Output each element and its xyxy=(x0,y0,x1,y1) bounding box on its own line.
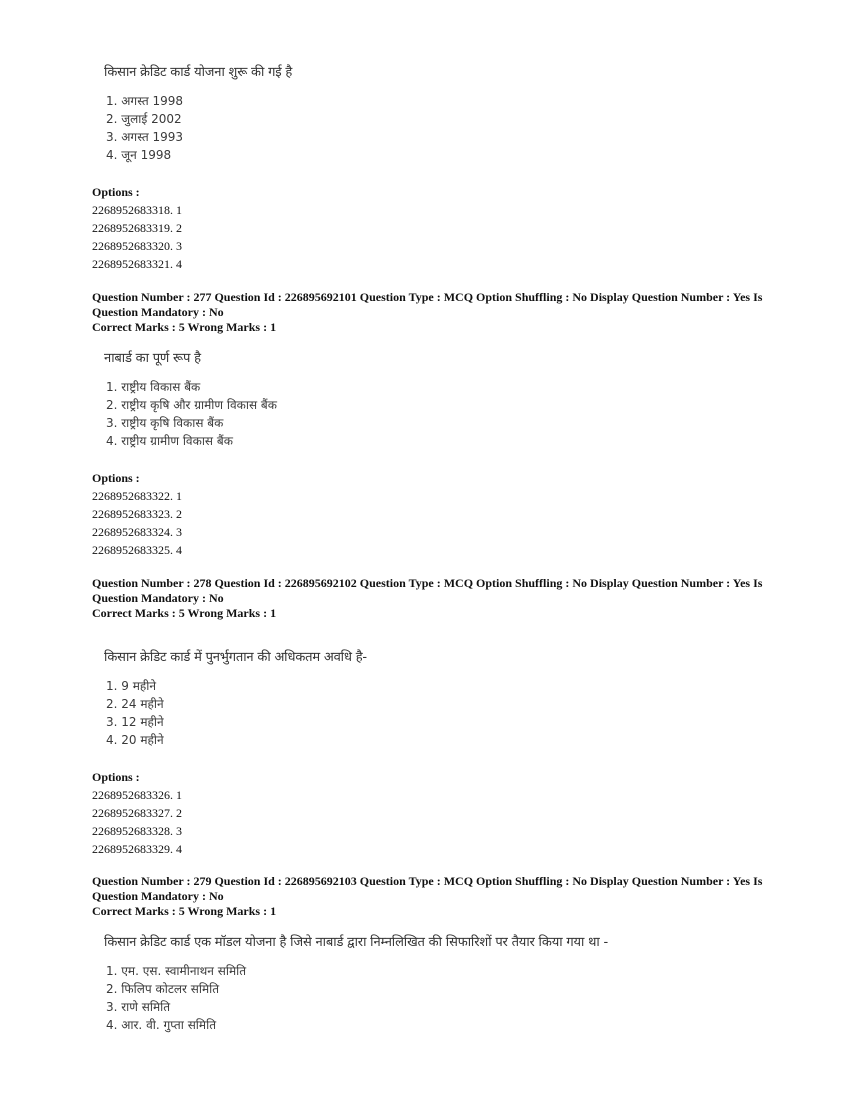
option-id: 2268952683323. 2 xyxy=(92,507,182,521)
answer-choice: 4. 20 महीने xyxy=(106,733,164,747)
option-id: 2268952683326. 1 xyxy=(92,788,182,802)
answer-choice: 3. राष्ट्रीय कृषि विकास बैंक xyxy=(106,416,224,430)
option-id: 2268952683328. 3 xyxy=(92,824,182,838)
answer-choice: 4. आर. वी. गुप्ता समिति xyxy=(106,1018,217,1032)
question-text: किसान क्रेडिट कार्ड में पुनर्भुगतान की अधिकतम अवधि है- xyxy=(104,650,367,665)
answer-choice: 2. 24 महीने xyxy=(106,697,164,711)
question-text: नाबार्ड का पूर्ण रूप है xyxy=(104,351,201,366)
question-meta xyxy=(92,576,772,621)
options-label: Options : xyxy=(92,185,140,199)
question-marks: Correct Marks : 5 Wrong Marks : 1 xyxy=(92,320,277,334)
question-marks: Correct Marks : 5 Wrong Marks : 1 xyxy=(92,606,277,620)
answer-choice: 3. 12 महीने xyxy=(106,715,164,729)
answer-choice: 1. राष्ट्रीय विकास बैंक xyxy=(106,380,201,394)
options-label: Options : xyxy=(92,471,140,485)
question-text: किसान क्रेडिट कार्ड एक मॉडल योजना है जिसे नाबार्ड द्वारा निम्नलिखित की सिफारिशों पर तैयार किया गया था - xyxy=(104,935,608,950)
answer-choice: 2. फिलिप कोटलर समिति xyxy=(106,982,220,996)
answer-choice: 4. राष्ट्रीय ग्रामीण विकास बैंक xyxy=(106,434,233,448)
options-list xyxy=(92,183,182,273)
answer-choice: 1. 9 महीने xyxy=(106,679,157,693)
question-meta-line: Question Number : 278 Question Id : 226895692102 Question Type : MCQ Option Shuffling : No Display Question Number : Yes Is xyxy=(92,576,763,590)
question-meta-mandatory: Question Mandatory : No xyxy=(92,889,224,903)
answer-choice: 2. राष्ट्रीय कृषि और ग्रामीण विकास बैंक xyxy=(106,398,277,412)
question-meta-line: Question Number : 279 Question Id : 226895692103 Question Type : MCQ Option Shuffling : No Display Question Number : Yes Is xyxy=(92,874,763,888)
question-meta-line: Question Number : 277 Question Id : 226895692101 Question Type : MCQ Option Shuffling : No Display Question Number : Yes Is xyxy=(92,290,763,304)
answer-choices xyxy=(106,962,246,1034)
option-id: 2268952683324. 3 xyxy=(92,525,182,539)
option-id: 2268952683318. 1 xyxy=(92,203,182,217)
answer-choice: 3. राणे समिति xyxy=(106,1000,171,1014)
options-label: Options : xyxy=(92,770,140,784)
option-id: 2268952683329. 4 xyxy=(92,842,182,856)
option-id: 2268952683325. 4 xyxy=(92,543,182,557)
answer-choice: 1. एम. एस. स्वामीनाथन समिति xyxy=(106,964,247,978)
options-list xyxy=(92,768,182,858)
options-list xyxy=(92,469,182,559)
answer-choices xyxy=(106,92,183,164)
question-meta-mandatory: Question Mandatory : No xyxy=(92,305,224,319)
question-meta-mandatory: Question Mandatory : No xyxy=(92,591,224,605)
answer-choice: 1. अगस्त 1998 xyxy=(106,94,184,108)
answer-choices xyxy=(106,677,164,749)
answer-choice: 2. जुलाई 2002 xyxy=(106,112,182,126)
answer-choice: 4. जून 1998 xyxy=(106,148,172,162)
question-meta xyxy=(92,874,772,919)
option-id: 2268952683321. 4 xyxy=(92,257,182,271)
question-marks: Correct Marks : 5 Wrong Marks : 1 xyxy=(92,904,277,918)
option-id: 2268952683320. 3 xyxy=(92,239,182,253)
option-id: 2268952683327. 2 xyxy=(92,806,182,820)
answer-choices xyxy=(106,378,277,450)
option-id: 2268952683322. 1 xyxy=(92,489,182,503)
question-meta xyxy=(92,290,772,335)
question-text: किसान क्रेडिट कार्ड योजना शुरू की गई है xyxy=(104,65,293,80)
option-id: 2268952683319. 2 xyxy=(92,221,182,235)
answer-choice: 3. अगस्त 1993 xyxy=(106,130,184,144)
